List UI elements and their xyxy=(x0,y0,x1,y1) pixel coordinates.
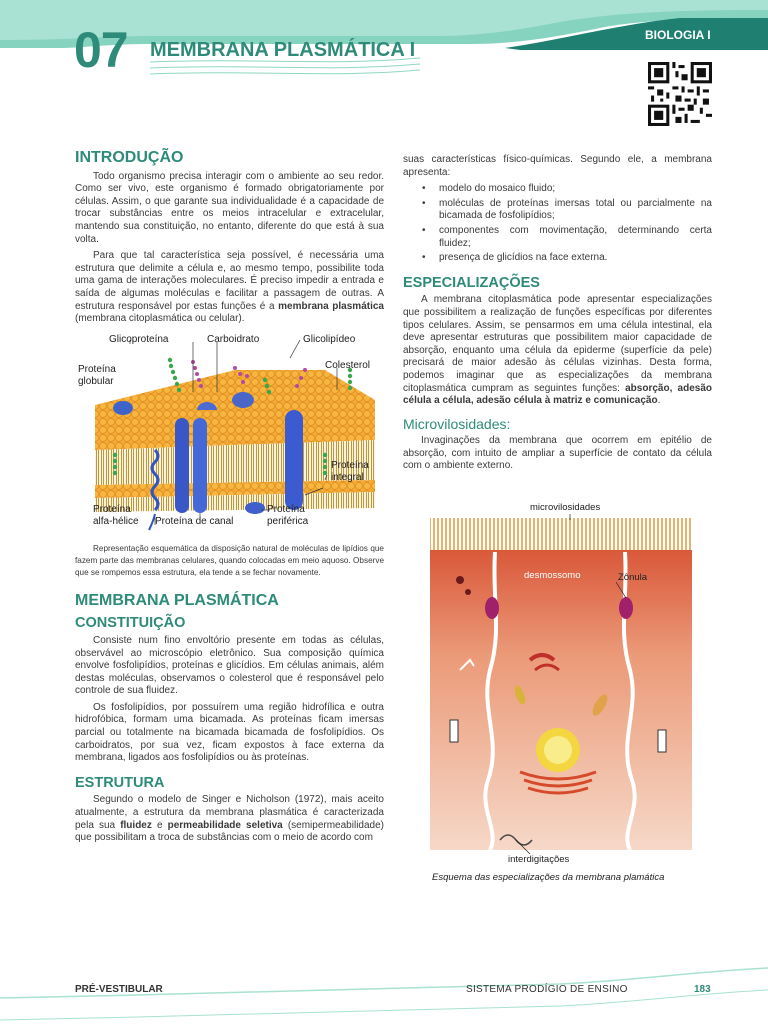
membrane-figure xyxy=(75,330,384,535)
chapter-number: 07 xyxy=(74,22,128,78)
list-item: • modelo do mosaico fluido; xyxy=(439,183,712,196)
especializacoes-heading: ESPECIALIZAÇÕES xyxy=(403,274,540,291)
label-alfa-helice-2: alfa-hélice xyxy=(93,515,139,527)
intro-paragraph-1: Todo organismo precisa interagir com o ambiente ao seu redor. Como ser vivo, este organismo é formado obrigatoriamente por células. Assim, o que garante sua individualidade é a capacidade de trocar substâncias entre os meios intracelular e extracelular, mantendo sua constituição, no entanto, diferente do que está à sua volta. xyxy=(75,170,384,245)
estrutura-heading: ESTRUTURA xyxy=(75,774,165,791)
structure-continuation: suas características físico-químicas. Segundo ele, a membrana apresenta: xyxy=(403,154,712,178)
label-glicoproteina: Glicoproteína xyxy=(109,333,169,345)
intro-paragraph-2: Para que tal característica seja possível, é necessária uma estrutura que delimite a célula e, ao mesmo tempo, possibilite toda uma gama de interações moleculares. É preciso impedir a entrada e saída de algumas moléculas e facilitar a passagem de outras. A estrutura responsável por estas funções é a membrana plasmática (membrana citoplasmática ou celular). xyxy=(75,250,384,325)
label-carboidrato: Carboidrato xyxy=(207,333,260,345)
constituicao-heading: CONSTITUIÇÃO xyxy=(75,615,186,632)
estrutura-paragraph: Segundo o modelo de Singer e Nicholson (1972), mais aceito atualmente, a estrutura da membrana plasmática é caracterizada pela sua fluidez e permeabilidade seletiva (semipermeabilidade) que possibilitam a troca de substâncias com o meio de acordo com xyxy=(75,794,384,844)
label-proteina-periferica-2: periférica xyxy=(267,515,309,527)
subject-label: BIOLOGIA I xyxy=(645,28,711,42)
page-number: 183 xyxy=(694,984,711,995)
figure-2-caption: Esquema das especializações da membrana plamática xyxy=(432,872,665,883)
label-alfa-helice-1: Proteína xyxy=(93,503,131,515)
list-item: • componentes com movimentação, determinando certa fluidez; xyxy=(439,225,712,250)
label-zonula: Zônula xyxy=(618,572,648,583)
label-proteina-periferica-1: Proteína xyxy=(267,503,305,515)
label-proteina-integral-1: Proteína xyxy=(331,459,369,471)
bold-functions: absorção, adesão célula a célula, adesão célula à matriz e comunicação xyxy=(403,382,712,407)
footer-course: PRÉ-VESTIBULAR xyxy=(75,984,163,995)
footer-system: SISTEMA PRODÍGIO DE ENSINO xyxy=(466,984,628,995)
label-colesterol: Colesterol xyxy=(325,359,371,371)
list-item: • moléculas de proteínas imersas total ou parcialmente na bicamada de fosfolipídios; xyxy=(439,198,712,223)
qr-code-icon[interactable] xyxy=(648,62,712,126)
chapter-title: MEMBRANA PLASMÁTICA I xyxy=(150,39,416,61)
bold-term: membrana plasmática xyxy=(278,300,384,312)
label-microvilosidades: microvilosidades xyxy=(530,502,601,513)
list-item: • presença de glicídios na face externa. xyxy=(439,252,712,265)
label-proteina-integral-2: integral xyxy=(331,471,364,483)
intro-heading: INTRODUÇÃO xyxy=(75,149,184,166)
microvilosidades-heading: Microvilosidades: xyxy=(403,415,511,432)
label-desmossomo: desmossomo xyxy=(524,570,581,581)
label-glicolipideo: Glicolipídeo xyxy=(303,333,356,345)
bold-fluidez: fluidez xyxy=(120,819,152,831)
label-proteina-globular-2: globular xyxy=(78,375,114,387)
especializacoes-paragraph: A membrana citoplasmática pode apresentar especializações que possibilitem a realização de funções específicas por diferentes tipos celulares. Assim, se pensarmos em uma célula intestinal, ela deve apresentar estruturas que possibilitem maior capacidade de absorção, enquanto uma célula da epiderme (superfície da pele) precisará de maior adesão às células vizinhas. Desta forma, podemos imaginar que as especializações da membrana citoplasmática cumpram as seguintes funções: absorção, adesão célula a célula, adesão célula à matriz e comunicação. xyxy=(403,294,712,407)
bold-permeabilidade: permeabilidade seletiva xyxy=(167,819,283,831)
constituicao-paragraph-2: Os fosfolipídios, por possuírem uma região hidrofílica e outra hidrofóbica, formam uma bicamada. As proteínas ficam imersas parcial ou totalmente na bicamada bicamada de fosfolipídios. Os carboidratos, por sua vez, ficam expostos à face externa da membrana, ligados aos fosfolipídios ou às proteínas. xyxy=(75,701,384,764)
membrana-heading: MEMBRANA PLASMÁTICA xyxy=(75,591,279,609)
specializations-illustration xyxy=(420,500,700,890)
label-proteina-canal: Proteína de canal xyxy=(155,515,234,527)
specializations-figure xyxy=(420,500,700,890)
figure-1-caption: Representação esquemática da disposição natural de moléculas de lipídios que fazem parte das membranas celulares, quando colocadas em meio aquoso. Observe que se rompemos essa estrutura, ela tende a se fechar novamente. xyxy=(75,543,384,577)
microvilosidades-paragraph: Invaginações da membrana que ocorrem em epitélio de absorção, com intuito de ampliar a superfície de contato da célula com o ambiente externo. xyxy=(403,435,712,472)
label-proteina-globular-1: Proteína xyxy=(78,363,116,375)
constituicao-paragraph-1: Consiste num fino envoltório presente em todas as células, observável ao microscópio eletrônico. Sua composição química envolve fosfolipídios, proteínas e glicídios. Em células animais, além destas moléculas, observamos o colesterol que é responsável pelo controle de sua fluidez. xyxy=(75,634,384,697)
right-column xyxy=(403,154,712,477)
label-interdigitacoes: interdigitações xyxy=(508,854,570,865)
left-column xyxy=(75,149,384,849)
membrane-properties-list xyxy=(403,183,712,265)
